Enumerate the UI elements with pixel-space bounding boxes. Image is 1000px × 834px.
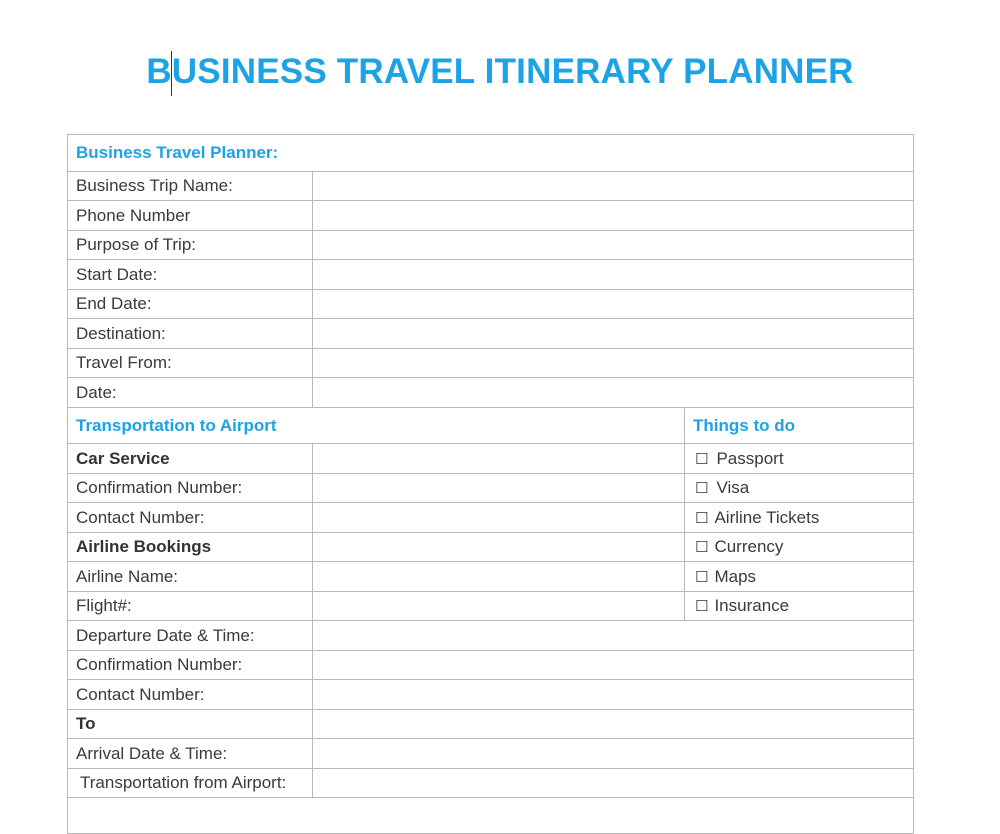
airline-bookings-heading: Airline Bookings [68, 533, 313, 562]
car-service-heading: Car Service [68, 444, 313, 474]
checkbox-icon[interactable]: ☐ [695, 538, 709, 556]
todo-item-passport[interactable] [685, 444, 913, 474]
arrival-input[interactable] [313, 739, 913, 769]
field-input-purpose[interactable] [313, 231, 913, 260]
flight-contact-label: Contact Number: [68, 680, 313, 710]
checkbox-icon[interactable]: ☐ [695, 449, 709, 468]
checkbox-icon[interactable]: ☐ [695, 567, 709, 586]
checkbox-icon[interactable]: ☐ [695, 479, 709, 497]
todo-item-label: Visa [716, 478, 750, 497]
field-label-destination: Destination: [68, 319, 313, 349]
todo-item-label: Airline Tickets [714, 507, 820, 527]
field-label-purpose: Purpose of Trip: [68, 231, 313, 260]
todo-item-maps[interactable] [685, 562, 913, 592]
car-contact-input[interactable] [313, 503, 685, 533]
field-label-end-date: End Date: [68, 290, 313, 319]
flight-confirmation-input[interactable] [313, 651, 913, 680]
field-input-destination[interactable] [313, 319, 913, 349]
airline-bookings-input[interactable] [313, 533, 685, 562]
flight-confirmation-label: Confirmation Number: [68, 651, 313, 680]
departure-input[interactable] [313, 621, 913, 651]
car-confirmation-input[interactable] [313, 474, 685, 503]
planner-section-heading: Business Travel Planner: [68, 135, 913, 172]
todo-item-visa[interactable] [685, 474, 913, 503]
car-service-input[interactable] [313, 444, 685, 474]
airline-name-label: Airline Name: [68, 562, 313, 592]
transport-section-heading: Transportation to Airport [68, 408, 685, 444]
field-label-phone: Phone Number [68, 201, 313, 231]
todo-item-airline-tickets[interactable] [685, 503, 913, 533]
to-heading: To [68, 710, 313, 739]
airline-name-input[interactable] [313, 562, 685, 592]
field-input-end-date[interactable] [313, 290, 913, 319]
field-input-travel-from[interactable] [313, 349, 913, 378]
todo-item-insurance[interactable] [685, 592, 913, 621]
field-input-phone[interactable] [313, 201, 913, 231]
field-input-start-date[interactable] [313, 260, 913, 290]
flight-number-input[interactable] [313, 592, 685, 621]
field-label-travel-from: Travel From: [68, 349, 313, 378]
transport-from-airport-label: Transportation from Airport: [68, 769, 313, 798]
todo-item-label: Currency [714, 537, 784, 556]
page-title: BUSINESS TRAVEL ITINERARY PLANNER [146, 52, 854, 91]
todo-item-label: Insurance [714, 596, 790, 615]
field-input-date[interactable] [313, 378, 913, 408]
todo-item-currency[interactable] [685, 533, 913, 562]
todo-item-label: Maps [714, 566, 757, 586]
field-label-start-date: Start Date: [68, 260, 313, 290]
flight-contact-input[interactable] [313, 680, 913, 710]
to-input[interactable] [313, 710, 913, 739]
todo-section-heading: Things to do [685, 408, 913, 444]
field-input-trip-name[interactable] [313, 172, 913, 201]
transport-from-airport-input[interactable] [313, 769, 913, 798]
departure-label: Departure Date & Time: [68, 621, 313, 651]
car-contact-label: Contact Number: [68, 503, 313, 533]
checkbox-icon[interactable]: ☐ [695, 597, 709, 615]
field-label-date: Date: [68, 378, 313, 408]
field-label-trip-name: Business Trip Name: [68, 172, 313, 201]
todo-item-label: Passport [716, 448, 784, 468]
car-confirmation-label: Confirmation Number: [68, 474, 313, 503]
flight-number-label: Flight#: [68, 592, 313, 621]
arrival-label: Arrival Date & Time: [68, 739, 313, 769]
checkbox-icon[interactable]: ☐ [695, 508, 709, 527]
planner-table [67, 134, 914, 834]
